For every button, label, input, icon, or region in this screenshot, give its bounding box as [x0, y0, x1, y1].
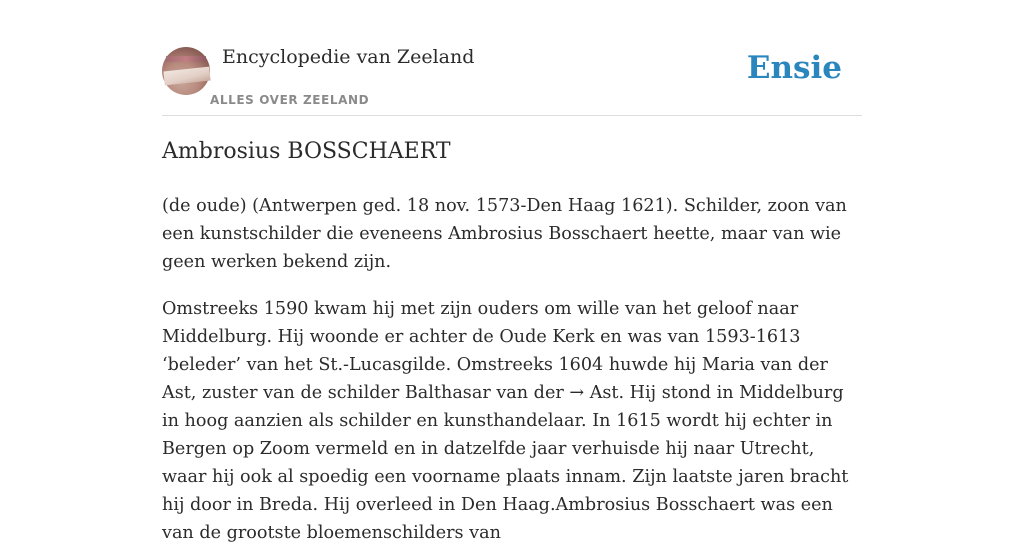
logo-sheet — [163, 67, 210, 86]
encyclopedia-logo-icon[interactable] — [162, 47, 210, 95]
site-header — [162, 44, 862, 116]
article-paragraph-1: (de oude) (Antwerpen ged. 18 nov. 1573-Den Haag 1621). Schilder, zoon van een kunstschilder die eveneens Ambrosius Bosschaert heette, maar van wie geen werken bekend zijn. — [162, 196, 847, 272]
article-title: Ambrosius BOSSCHAERT — [162, 139, 451, 164]
site-title[interactable]: Encyclopedie van Zeeland — [222, 46, 475, 68]
article-paragraph-2: Omstreeks 1590 kwam hij met zijn ouders om wille van het geloof naar Middelburg. Hij woonde er achter de Oude Kerk en was van 1593-1613 ‘beleder’ van het St.-Lucasgilde. Omstreeks 1604 huwde hij Maria van der Ast, zuster van de schilder Balthasar van der → Ast. Hij stond in Middelburg in hoog aanzien als schilder en kunsthandelaar. In 1615 wordt hij echter in Bergen op Zoom vermeld en in datzelfde jaar verhuisde hij naar Utrecht, waar hij ook al spoedig een voorname plaats innam. Zijn laatste jaren bracht hij door in Breda. Hij overleed in Den Haag.Ambrosius Bosschaert was een van de grootste bloemenschilders van — [162, 299, 849, 543]
ensie-brand-link[interactable]: Ensie — [746, 50, 842, 86]
logo-band — [166, 56, 206, 62]
site-subtitle: ALLES OVER ZEELAND — [210, 93, 370, 107]
